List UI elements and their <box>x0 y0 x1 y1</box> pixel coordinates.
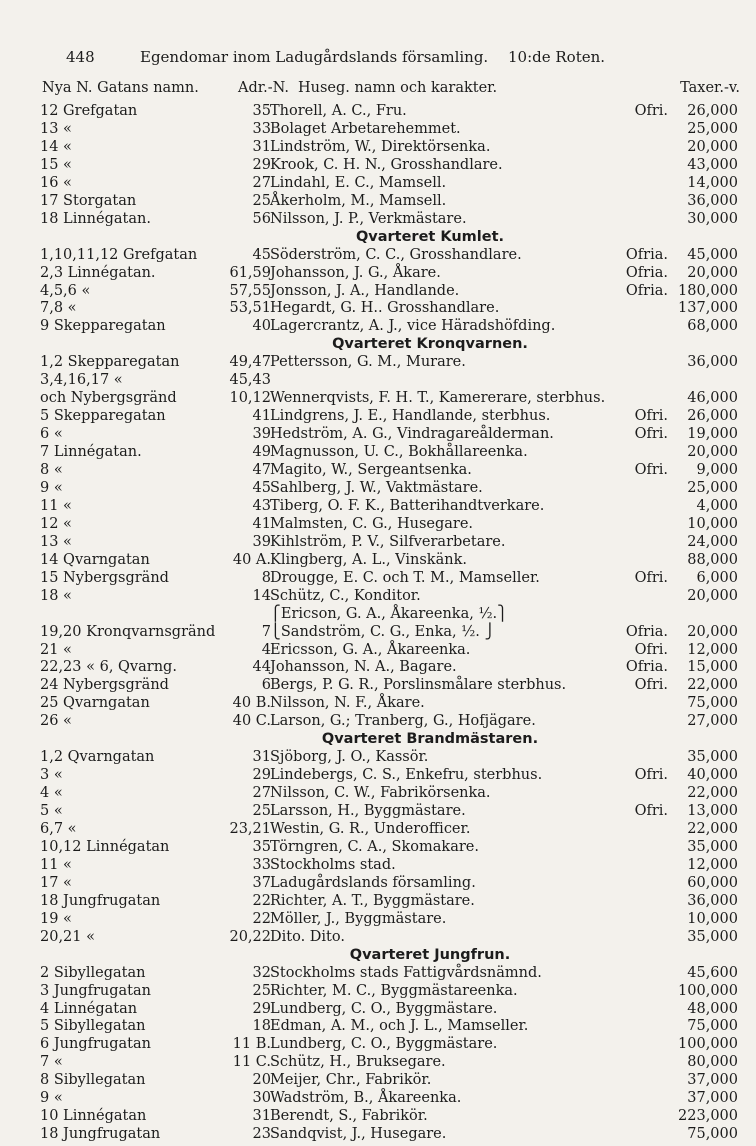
owner-cell: Krook, C. H. N., Grosshandlare. <box>270 156 503 173</box>
street-cell: 7,8 « <box>40 300 77 317</box>
number-cell: 22 <box>252 892 271 909</box>
tax-cell: 24,000 <box>687 533 738 550</box>
street-cell: 3 Jungfrugatan <box>40 982 151 999</box>
tax-cell: 20,000 <box>687 444 738 461</box>
page-number: 448 <box>66 48 95 66</box>
owner-cell: Richter, M. C., Byggmästareenka. <box>270 982 518 999</box>
column-number: Adr.-N. <box>238 80 289 96</box>
street-cell: 13 « <box>40 533 72 550</box>
tax-cell: 100,000 <box>678 982 738 999</box>
tax-cell: 14,000 <box>687 174 738 191</box>
number-cell: 32 <box>252 964 271 981</box>
owner-cell: Stockholms stad. <box>270 856 396 873</box>
owner-cell: Nilsson, C. W., Fabrikörsenka. <box>270 785 491 802</box>
tax-cell: 36,000 <box>687 354 738 371</box>
tax-cell: 12,000 <box>687 641 738 658</box>
tax-cell: 137,000 <box>678 300 738 317</box>
tax-cell: 19,000 <box>687 426 738 443</box>
owner-cell: ⎩Sandström, C. G., Enka, ½. ⎭ <box>270 623 496 640</box>
street-cell: 5 Skepparegatan <box>40 408 166 425</box>
owner-cell: Meijer, Chr., Fabrikör. <box>270 1072 432 1089</box>
owner-cell: Johansson, J. G., Åkare. <box>270 264 441 281</box>
owner-cell: Söderström, C. C., Grosshandlare. <box>270 246 522 263</box>
street-cell: 3 « <box>40 767 63 784</box>
street-cell: 6 Jungfrugatan <box>40 1036 151 1053</box>
street-cell: 16 « <box>40 174 72 191</box>
tax-cell: 15,000 <box>687 659 738 676</box>
street-cell: 2 Sibyllegatan <box>40 964 146 981</box>
tax-cell: 12,000 <box>687 856 738 873</box>
street-cell: 1,2 Skepparegatan <box>40 354 180 371</box>
street-cell: 6 « <box>40 426 63 443</box>
tax-cell: 45,000 <box>687 246 738 263</box>
tax-cell: 43,000 <box>687 156 738 173</box>
owner-cell: ⎧Ericson, G. A., Åkareenka, ½.⎫ <box>270 605 508 622</box>
street-cell: 3,4,16,17 « <box>40 372 123 389</box>
owner-cell: Larsson, H., Byggmästare. <box>270 803 466 820</box>
number-cell: 56 <box>252 210 271 227</box>
tax-cell: 26,000 <box>687 408 738 425</box>
tax-cell: 35,000 <box>687 749 738 766</box>
ofri-cell: Ofri. <box>634 462 668 478</box>
number-cell: 39 <box>252 426 271 443</box>
street-cell: 7 « <box>40 1054 63 1071</box>
tax-cell: 75,000 <box>687 1126 738 1143</box>
street-cell: 2,3 Linnégatan. <box>40 264 156 281</box>
ofri-cell: Ofria. <box>625 246 668 263</box>
owner-cell: Thorell, A. C., Fru. <box>270 103 407 119</box>
column-street: Nya N. Gatans namn. <box>42 80 199 96</box>
tax-cell: 20,000 <box>687 264 738 281</box>
tax-cell: 22,000 <box>687 785 738 802</box>
tax-cell: 6,000 <box>696 569 738 586</box>
tax-cell: 20,000 <box>687 138 738 155</box>
owner-cell: Lindebergs, C. S., Enkefru, sterbhus. <box>270 767 543 784</box>
number-cell: 22 <box>252 910 271 927</box>
owner-cell: Lindgrens, J. E., Handlande, sterbhus. <box>270 408 551 425</box>
street-cell: och Nybergsgränd <box>40 390 177 407</box>
district-label: 10:de Roten. <box>508 48 606 66</box>
number-cell: 40 B. <box>232 695 271 712</box>
tax-cell: 13,000 <box>687 803 738 820</box>
owner-cell: Klingberg, A. L., Vinskänk. <box>270 551 467 568</box>
tax-cell: 27,000 <box>687 713 738 730</box>
number-cell: 29 <box>252 156 271 173</box>
ofri-cell: Ofri. <box>634 103 668 119</box>
street-cell: 11 « <box>40 856 72 873</box>
street-cell: 1,2 Qvarngatan <box>40 749 155 766</box>
number-cell: 49 <box>252 444 271 461</box>
tax-cell: 26,000 <box>687 103 738 119</box>
owner-cell: Wennerqvists, F. H. T., Kamererare, sterbhus. <box>270 390 606 407</box>
tax-cell: 10,000 <box>687 910 738 927</box>
number-cell: 20 <box>252 1072 271 1089</box>
number-cell: 45 <box>252 246 271 263</box>
section-heading: Qvarteret Brandmästaren. <box>321 731 539 748</box>
tax-cell: 100,000 <box>678 1036 738 1053</box>
tax-cell: 75,000 <box>687 695 738 712</box>
number-cell: 47 <box>252 462 271 478</box>
street-cell: 14 Qvarngatan <box>40 551 150 568</box>
street-cell: 24 Nybergsgränd <box>40 677 169 694</box>
street-cell: 7 Linnégatan. <box>40 444 142 461</box>
street-cell: 9 Skepparegatan <box>40 318 166 335</box>
owner-cell: Pettersson, G. M., Murare. <box>270 354 466 371</box>
owner-cell: Magito, W., Sergeantsenka. <box>270 462 472 478</box>
number-cell: 10,12 <box>229 390 271 407</box>
street-cell: 4 « <box>40 785 63 802</box>
number-cell: 41 <box>252 515 271 532</box>
tax-cell: 180,000 <box>678 282 738 299</box>
tax-cell: 25,000 <box>687 120 738 137</box>
owner-cell: Hedström, A. G., Vindragareålderman. <box>270 426 554 443</box>
number-cell: 45,43 <box>229 372 271 389</box>
street-cell: 18 « <box>40 587 72 604</box>
tax-cell: 75,000 <box>687 1018 738 1035</box>
number-cell: 35 <box>252 838 271 855</box>
owner-cell: Malmsten, C. G., Husegare. <box>270 515 474 532</box>
tax-cell: 20,000 <box>687 587 738 604</box>
number-cell: 35 <box>252 103 271 119</box>
owner-cell: Bergs, P. G. R., Porslinsmålare sterbhus. <box>270 677 567 694</box>
number-cell: 57,55 <box>229 282 271 299</box>
owner-cell: Sandqvist, J., Husegare. <box>270 1126 447 1143</box>
owner-cell: Magnusson, U. C., Bokhållareenka. <box>270 444 528 461</box>
street-cell: 19 « <box>40 910 72 927</box>
owner-cell: Edman, A. M., och J. L., Mamseller. <box>270 1018 529 1035</box>
tax-cell: 36,000 <box>687 892 738 909</box>
column-tax: Taxer.-v. <box>680 80 740 96</box>
number-cell: 31 <box>252 1108 271 1125</box>
owner-cell: Nilsson, J. P., Verkmästare. <box>270 210 467 227</box>
tax-cell: 36,000 <box>687 192 738 209</box>
street-cell: 20,21 « <box>40 928 95 945</box>
street-cell: 6,7 « <box>40 821 77 837</box>
street-cell: 1,10,11,12 Grefgatan <box>40 246 198 263</box>
ofri-cell: Ofria. <box>625 659 668 676</box>
number-cell: 33 <box>252 120 271 137</box>
street-cell: 5 Sibyllegatan <box>40 1018 146 1035</box>
street-cell: 10 Linnégatan <box>40 1108 147 1125</box>
number-cell: 11 C. <box>232 1054 271 1071</box>
tax-cell: 45,600 <box>687 964 738 981</box>
owner-cell: Lagercrantz, A. J., vice Häradshöfding. <box>270 318 556 335</box>
number-cell: 29 <box>252 1000 271 1017</box>
street-cell: 13 « <box>40 120 72 137</box>
number-cell: 49,47 <box>229 354 271 371</box>
section-heading: Qvarteret Jungfrun. <box>349 946 511 963</box>
section-heading: Qvarteret Kumlet. <box>355 228 505 245</box>
street-cell: 21 « <box>40 641 72 658</box>
number-cell: 61,59 <box>229 264 271 281</box>
street-cell: 19,20 Kronqvarnsgränd <box>40 623 216 640</box>
number-cell: 23 <box>252 1126 271 1143</box>
tax-cell: 40,000 <box>687 767 738 784</box>
tax-cell: 88,000 <box>687 551 738 568</box>
tax-cell: 223,000 <box>678 1108 738 1125</box>
owner-cell: Bolaget Arbetarehemmet. <box>270 120 461 137</box>
owner-cell: Möller, J., Byggmästare. <box>270 910 447 927</box>
ofri-cell: Ofria. <box>625 623 668 640</box>
number-cell: 14 <box>252 587 271 604</box>
owner-cell: Lundberg, C. O., Byggmästare. <box>270 1000 498 1017</box>
number-cell: 31 <box>252 749 271 766</box>
owner-cell: Schütz, C., Konditor. <box>270 587 421 604</box>
page-title: Egendomar inom Ladugårdslands församling. <box>140 48 489 66</box>
number-cell: 23,21 <box>229 821 271 837</box>
owner-cell: Hegardt, G. H.. Grosshandlare. <box>270 300 500 317</box>
owner-cell: Sahlberg, J. W., Vaktmästare. <box>270 479 483 496</box>
street-cell: 4,5,6 « <box>40 282 91 299</box>
street-cell: 11 « <box>40 497 72 514</box>
tax-cell: 46,000 <box>687 390 738 407</box>
tax-cell: 22,000 <box>687 677 738 694</box>
tax-cell: 25,000 <box>687 479 738 496</box>
street-cell: 12 « <box>40 515 72 532</box>
street-cell: 15 Nybergsgränd <box>40 569 169 586</box>
owner-cell: Sjöborg, J. O., Kassör. <box>270 749 429 766</box>
owner-cell: Dito. Dito. <box>270 928 345 945</box>
owner-cell: Berendt, S., Fabrikör. <box>270 1108 428 1125</box>
street-cell: 18 Jungfrugatan <box>40 892 161 909</box>
owner-cell: Jonsson, J. A., Handlande. <box>270 282 460 299</box>
street-cell: 14 « <box>40 138 72 155</box>
owner-cell: Wadström, B., Åkareenka. <box>270 1090 462 1107</box>
owner-cell: Åkerholm, M., Mamsell. <box>270 192 447 209</box>
number-cell: 7 <box>261 623 271 640</box>
owner-cell: Westin, G. R., Underofficer. <box>270 821 471 837</box>
number-cell: 33 <box>252 856 271 873</box>
tax-cell: 37,000 <box>687 1072 738 1089</box>
number-cell: 37 <box>252 874 271 891</box>
number-cell: 44 <box>252 659 271 676</box>
owner-cell: Stockholms stads Fattigvårdsnämnd. <box>270 964 542 981</box>
owner-cell: Ericsson, G. A., Åkareenka. <box>270 641 471 658</box>
owner-cell: Tiberg, O. F. K., Batterihandtverkare. <box>270 497 545 514</box>
street-cell: 17 Storgatan <box>40 192 137 209</box>
tax-cell: 48,000 <box>687 1000 738 1017</box>
ofri-cell: Ofri. <box>634 677 668 694</box>
number-cell: 43 <box>252 497 271 514</box>
street-cell: 9 « <box>40 479 63 496</box>
number-cell: 11 B. <box>232 1036 271 1053</box>
section-heading: Qvarteret Kronqvarnen. <box>332 336 528 353</box>
street-cell: 15 « <box>40 156 72 173</box>
number-cell: 25 <box>252 803 271 820</box>
number-cell: 41 <box>252 408 271 425</box>
owner-cell: Lindström, W., Direktörsenka. <box>270 138 491 155</box>
number-cell: 8 <box>261 569 271 586</box>
owner-cell: Kihlström, P. V., Silfverarbetare. <box>270 533 506 550</box>
number-cell: 40 C. <box>232 713 271 730</box>
street-cell: 18 Linnégatan. <box>40 210 151 227</box>
tax-cell: 68,000 <box>687 318 738 335</box>
number-cell: 53,51 <box>229 300 271 317</box>
owner-cell: Schütz, H., Bruksegare. <box>270 1054 446 1071</box>
owner-cell: Richter, A. T., Byggmästare. <box>270 892 475 909</box>
owner-cell: Larson, G.; Tranberg, G., Hofjägare. <box>270 713 536 730</box>
street-cell: 8 Sibyllegatan <box>40 1072 146 1089</box>
tax-cell: 35,000 <box>687 838 738 855</box>
street-cell: 10,12 Linnégatan <box>40 838 170 855</box>
ofri-cell: Ofri. <box>634 426 668 443</box>
number-cell: 31 <box>252 138 271 155</box>
tax-cell: 35,000 <box>687 928 738 945</box>
number-cell: 45 <box>252 479 271 496</box>
street-cell: 8 « <box>40 462 63 478</box>
number-cell: 40 A. <box>232 551 271 568</box>
owner-cell: Lindahl, E. C., Mamsell. <box>270 174 447 191</box>
ofri-cell: Ofri. <box>634 803 668 820</box>
number-cell: 27 <box>252 174 271 191</box>
tax-cell: 20,000 <box>687 623 738 640</box>
column-headers <box>40 80 740 100</box>
ofri-cell: Ofri. <box>634 408 668 425</box>
tax-cell: 9,000 <box>696 462 738 478</box>
number-cell: 20,22 <box>229 928 271 945</box>
tax-cell: 60,000 <box>687 874 738 891</box>
tax-cell: 30,000 <box>687 210 738 227</box>
street-cell: 12 Grefgatan <box>40 103 138 119</box>
street-cell: 18 Jungfrugatan <box>40 1126 161 1143</box>
owner-cell: Drougge, E. C. och T. M., Mamseller. <box>270 569 540 586</box>
number-cell: 4 <box>261 641 271 658</box>
street-cell: 25 Qvarngatan <box>40 695 150 712</box>
tax-cell: 80,000 <box>687 1054 738 1071</box>
tax-cell: 37,000 <box>687 1090 738 1107</box>
ofri-cell: Ofri. <box>634 641 668 658</box>
number-cell: 6 <box>261 677 271 694</box>
number-cell: 29 <box>252 767 271 784</box>
owner-cell: Törngren, C. A., Skomakare. <box>270 838 479 855</box>
owner-cell: Ladugårdslands församling. <box>270 874 476 891</box>
owner-cell: Lundberg, C. O., Byggmästare. <box>270 1036 498 1053</box>
number-cell: 27 <box>252 785 271 802</box>
owner-cell: Johansson, N. A., Bagare. <box>270 659 457 676</box>
street-cell: 5 « <box>40 803 63 820</box>
street-cell: 4 Linnégatan <box>40 1000 138 1017</box>
ofri-cell: Ofria. <box>625 282 668 299</box>
ofri-cell: Ofria. <box>625 264 668 281</box>
number-cell: 18 <box>252 1018 271 1035</box>
number-cell: 25 <box>252 982 271 999</box>
ofri-cell: Ofri. <box>634 767 668 784</box>
number-cell: 39 <box>252 533 271 550</box>
street-cell: 9 « <box>40 1090 63 1107</box>
table-row <box>0 1124 756 1144</box>
street-cell: 22,23 « 6, Qvarng. <box>40 659 177 676</box>
tax-cell: 22,000 <box>687 821 738 837</box>
ofri-cell: Ofri. <box>634 569 668 586</box>
number-cell: 25 <box>252 192 271 209</box>
number-cell: 30 <box>252 1090 271 1107</box>
column-owner: Huseg. namn och karakter. <box>298 80 498 96</box>
number-cell: 40 <box>252 318 271 335</box>
tax-cell: 10,000 <box>687 515 738 532</box>
street-cell: 17 « <box>40 874 72 891</box>
owner-cell: Nilsson, N. F., Åkare. <box>270 695 425 712</box>
tax-cell: 4,000 <box>696 497 738 514</box>
street-cell: 26 « <box>40 713 72 730</box>
